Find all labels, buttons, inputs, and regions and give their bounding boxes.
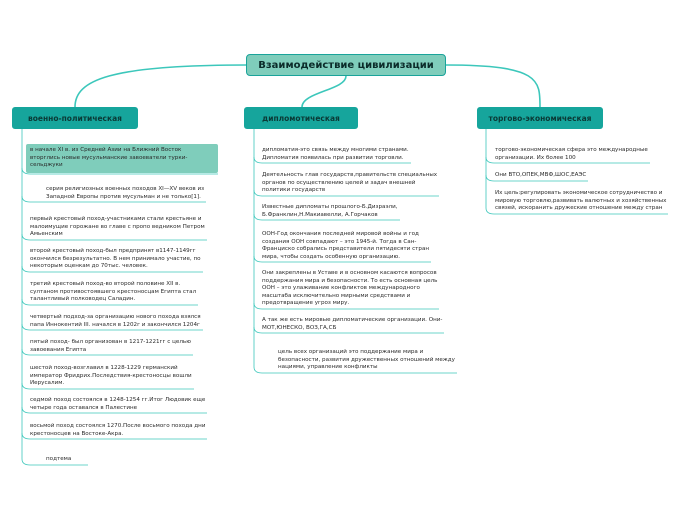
military-leaf-6[interactable]: четвертый подход-за организацию нового похода взялся папа Иннокентий III. начался в 1202г и закончился 1204г [30,314,201,328]
military-leaf-1[interactable]: в начале XI в. из Средней Азии на Ближний Восток вторглись новые мусульманские завоеватели турки- сельджуки [26,144,218,173]
connector-central-trade [446,65,540,107]
trade-leaf-1[interactable]: торгово-экономическая сфера это международные организации. Их более 100 [495,147,648,161]
military-leaf-3[interactable]: первый крестовый поход-участниками стали крестьяне и малоимущие горожане во главе с пропо ведником Петром Амьенским [30,216,205,238]
military-leaf-4[interactable]: второй крестовый поход-был предпринят в1147-1149гг окончился безрезультатно. В нем принимало участие, по некоторым оценкам до 70тыс. человек. [30,248,201,270]
branch-trade-economic[interactable]: торгово-экономическая [477,107,603,129]
diplomatic-leaf-3[interactable]: Известные дипломаты прошлого-Б.Дизраэли, Б.Франклин,Н.Макиавелли, А.Горчаков [262,204,398,218]
military-leaf-8[interactable]: шестой поход-возглавил в 1228-1229 германский император Фридрих.Последствия-крестоносцы вошли Иерусалим. [30,365,192,387]
diplomatic-leaf-1[interactable]: дипломатия-это связь между многими странами. Дипломатия появилась при развитии торговли. [262,147,409,161]
military-leaf-7[interactable]: пятый поход- был организован в 1217-1221гг с целью завоевания Египта [30,339,191,353]
diplomatic-leaf-4[interactable]: ООН-Год окончания последней мировой войны и год создания ООН совпадают – это 1945-й. Тогда в Сан- Франциско собрались представители пятидесяти стран мира, чтобы создать особенную организацию. [262,231,430,260]
branch-diplomatic[interactable]: дипломотическая [244,107,358,129]
diplomatic-leaf-2[interactable]: Деятельность глав государств,правительств специальных органов по осуществлению целей и задач внешней политики государств [262,172,438,194]
connector-central-diplomatic [302,76,346,107]
branch-military-political[interactable]: военно-политическая [12,107,138,129]
military-leaf-5[interactable]: третий крестовый поход-во второй половине XII в. султаном противостоявшего крестоносцам Египта стал талантливый полководец Саладин. [30,281,197,303]
diplomatic-leaf-5[interactable]: Они закреплены в Уставе и в основном касаются вопросов поддержания мира и безопасности. То есть основная цель ООН – это улаживание конфликтов международного масштаба исключительно мирными средствами и предотвращение угроз миру. [262,270,438,307]
trade-leaf-3[interactable]: Их цель:регулировать экономическое сотрудничество и мировую торговлю,развивать валютных и хозяйственных связей, искоранить дружеские отношение между стран [495,190,667,212]
military-leaf-10[interactable]: восьмой поход состоялся 1270.После восьмого похода дни крестоносцев на Востоке-Акра. [30,423,206,437]
military-leaf-9[interactable]: седмой поход состоялся в 1248-1254 гг.Итог Людовик еще четыре года оставался в Палестине [30,397,206,411]
military-leaf-2[interactable]: серия религиозных военных походов XI—XV веков из Западной Европы против мусульман и не только[1]. [46,186,205,200]
central-topic[interactable]: Взаимодействие цивилизации [246,54,446,76]
connector-central-military [75,65,246,107]
military-leaf-subtopic[interactable]: подтема [46,456,72,462]
trade-leaf-2[interactable]: Они ВТО,ОПЕК,МВФ,ШОС,ЕАЭС [495,172,587,178]
diplomatic-leaf-7[interactable]: цель всех организаций это поддержание мира и безопасности, развития дружественных отношений между нациями, управление конфликты [278,349,455,371]
diplomatic-leaf-6[interactable]: А так же есть мировые дипломатические организации. Они- МОТ,ЮНЕСКО, ВОЗ,ГА,СБ [262,317,443,331]
